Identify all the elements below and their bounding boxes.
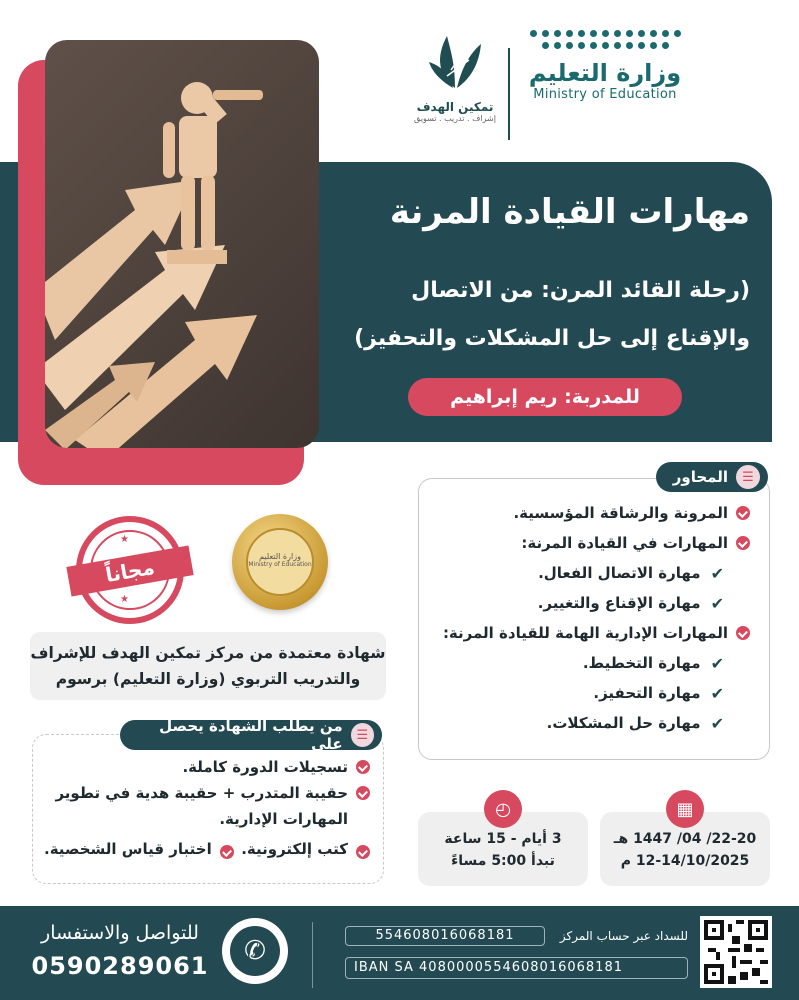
medal-text-en: Ministry of Education — [248, 561, 312, 568]
free-stamp — [76, 516, 184, 624]
checkmark-icon: ✔ — [710, 593, 724, 613]
axis-text: المرونة والرشاقة المؤسسية. — [513, 504, 728, 522]
axis-item — [430, 528, 750, 558]
benefit-pair — [44, 836, 370, 862]
check-circle-icon — [736, 626, 750, 640]
star-icon: ★ — [120, 534, 129, 545]
list-icon: ☰ — [736, 465, 760, 489]
hero-photo — [45, 40, 319, 448]
benefit-item — [44, 754, 370, 780]
axis-text: مهارة الاتصال الفعال. — [538, 564, 701, 582]
axis-subitem — [430, 588, 750, 618]
star-icon: ★ — [120, 594, 129, 605]
check-circle-icon — [220, 845, 234, 859]
ministry-name-ar: وزارة التعليم — [528, 59, 682, 87]
clock-icon: ◴ — [484, 790, 522, 828]
course-subtitle-line1: (رحلة القائد المرن: من الاتصال — [411, 278, 750, 303]
axis-text: مهارة التخطيط. — [582, 654, 701, 672]
axis-subitem — [430, 648, 750, 678]
free-label: مجاناً — [66, 545, 193, 596]
benefit-text-line2: المهارات الإدارية. — [219, 810, 348, 828]
phone-icon: ✆ — [230, 926, 280, 976]
axis-subitem — [430, 708, 750, 738]
axes-heading: المحاور — [672, 468, 728, 486]
calendar-icon: ▦ — [666, 790, 704, 828]
axes-heading-pill — [656, 462, 768, 492]
account-number: 554608016068181 — [345, 926, 545, 946]
iban-number: IBAN SA 4080000554608016068181 — [345, 957, 688, 979]
check-circle-icon — [356, 845, 370, 859]
checkmark-icon: ✔ — [710, 653, 724, 673]
benefit-text — [55, 780, 348, 832]
qr-code-icon[interactable] — [700, 916, 772, 988]
ministry-logo — [520, 30, 690, 150]
duration-text: 3 أيام - 15 ساعة — [444, 831, 562, 847]
benefit-text: كتب إلكترونية. — [241, 840, 348, 858]
benefit-item — [44, 780, 370, 832]
start-time-text: تبدأ 5:00 مساءً — [451, 853, 555, 869]
certificate-note — [30, 632, 386, 700]
ministry-medal — [232, 514, 328, 610]
check-circle-icon — [736, 506, 750, 520]
certificate-note-line2: والتدريب التربوي (وزارة التعليم) برسوم — [55, 670, 361, 688]
axis-subitem — [430, 558, 750, 588]
course-subtitle-line2: والإقناع إلى حل المشكلات والتحفيز) — [354, 326, 750, 351]
medal-text-ar: وزارة التعليم — [259, 552, 301, 561]
axis-text: المهارات الإدارية الهامة للقيادة المرنة: — [442, 624, 728, 642]
date-hijri: 22-20/ 04/ 1447 هـ — [613, 831, 757, 847]
certificate-note-line1: شهادة معتمدة من مركز تمكين الهدف للإشراف — [30, 644, 386, 662]
payment-label: للسداد عبر حساب المركز — [559, 929, 688, 943]
medal-face — [246, 528, 314, 596]
axes-list — [430, 498, 750, 738]
checkmark-icon: ✔ — [710, 713, 724, 733]
ministry-dots-icon — [525, 30, 685, 49]
center-logo — [400, 30, 510, 123]
axis-text: مهارة حل المشكلات. — [546, 714, 701, 732]
axis-text: مهارة التحفيز. — [593, 684, 701, 702]
axis-text: المهارات في القيادة المرنة: — [521, 534, 728, 552]
leader-arrows-illustration — [45, 40, 319, 448]
axis-item — [430, 498, 750, 528]
contact-phone[interactable]: 0590289061 — [31, 952, 209, 980]
axis-subitem — [430, 678, 750, 708]
benefit-item — [44, 836, 234, 862]
qr-pattern — [704, 920, 768, 984]
course-title: مهارات القيادة المرنة — [389, 192, 750, 232]
check-circle-icon — [736, 536, 750, 550]
benefit-text: اختبار قياس الشخصية. — [44, 840, 212, 858]
center-leaf-icon — [425, 30, 485, 90]
benefits-list — [44, 754, 370, 862]
benefit-row — [44, 832, 370, 862]
contact-title: للتواصل والاستفسار — [41, 922, 199, 944]
ministry-name-en: Ministry of Education — [533, 87, 677, 102]
trainer-badge: للمدربة: ريم إبراهيم — [408, 378, 682, 416]
benefit-text: تسجيلات الدورة كاملة. — [182, 758, 348, 776]
axis-item — [430, 618, 750, 648]
check-circle-icon — [356, 760, 370, 774]
center-name: تمكين الهدف — [416, 100, 494, 114]
checkmark-icon: ✔ — [710, 683, 724, 703]
whatsapp-icon[interactable] — [222, 918, 288, 984]
benefits-heading-pill — [120, 717, 382, 753]
checkmark-icon: ✔ — [710, 563, 724, 583]
benefit-text-line1: حقيبة المتدرب + حقيبة هدية في تطوير — [55, 784, 348, 802]
axis-text: مهارة الإقناع والتغيير. — [537, 594, 701, 612]
check-circle-icon — [356, 786, 370, 800]
benefits-heading: من يطلب الشهادة يحصل على — [159, 717, 343, 753]
list-icon: ☰ — [351, 723, 374, 747]
benefit-item — [241, 836, 370, 862]
center-tagline: إشراف . تدريب . تسويق — [414, 114, 496, 123]
footer-divider — [312, 922, 313, 988]
date-gregorian: 12-14/10/2025 م — [620, 853, 750, 869]
